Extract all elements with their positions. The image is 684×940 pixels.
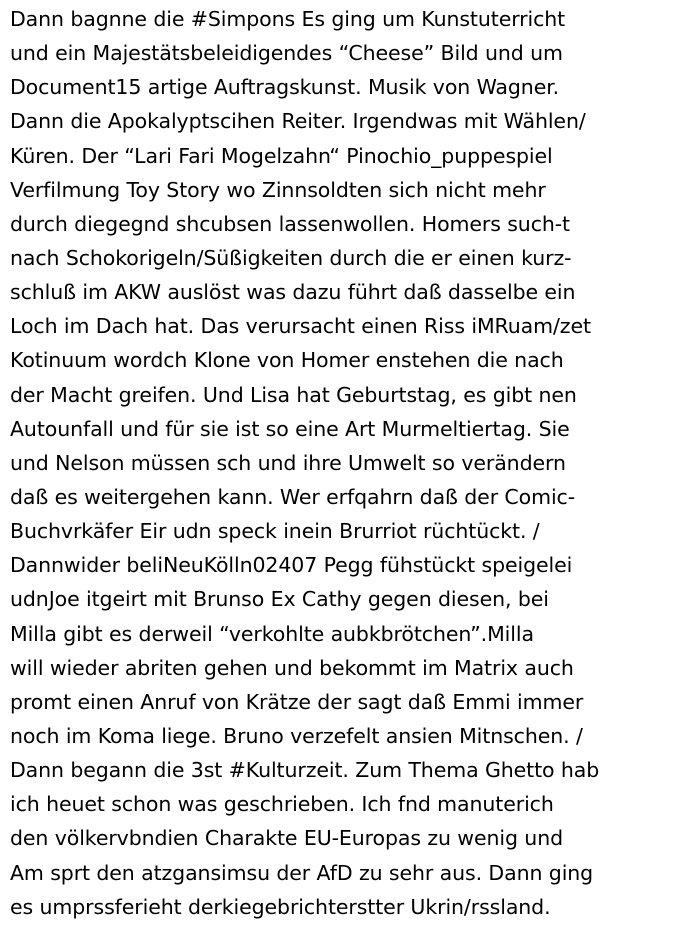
text-line: Document15 artige Auftragskunst. Musik von Wagner. [10,75,560,100]
text-line: Küren. Der “Lari Fari Mogelzahn“ Pinochio_puppespiel [10,143,553,168]
text-line: Dann die Apokalyptscihen Reiter. Irgendwas mit Wählen/ [10,109,586,134]
text-line: schluß im AKW auslöst was dazu führt daß dasselbe ein [10,280,576,305]
text-line: ich heuet schon was geschrieben. Ich fnd manuterich [10,792,554,817]
text-line: daß es weitergehen kann. Wer erfqahrn daß der Comic- [10,484,576,509]
text-line: Dannwider beliNeuKölln02407 Pegg fühstückt speigelei [10,553,573,578]
text-line: es umprssferieht derkiegebrichterstter Ukrin/rssland. [10,894,551,919]
text-line: nach Schokorigeln/Süßigkeiten durch die er einen kurz- [10,245,572,270]
text-line: promt einen Anruf von Krätze der sagt daß Emmi immer [10,689,584,714]
body-text [10,2,682,924]
text-line: Autounfall und für sie ist so eine Art Murmeltiertag. Sie [10,416,570,441]
text-line: Verfilmung Toy Story wo Zinnsoldten sich nicht mehr [10,177,546,202]
text-line: Dann begann die 3st #Kulturzeit. Zum Thema Ghetto hab [10,758,600,783]
text-line: durch diegegnd shcubsen lassenwollen. Homers such-t [10,211,570,236]
text-line: will wieder abriten gehen und bekommt im Matrix auch [10,655,574,680]
text-line: udnJoe itgeirt mit Brunso Ex Cathy gegen diesen, bei [10,587,549,612]
text-line: Kotinuum wordch Klone von Homer enstehen die nach [10,348,564,373]
text-line: den völkervbndien Charakte EU-Europas zu wenig und [10,826,564,851]
text-line: und Nelson müssen sch und ihre Umwelt so verändern [10,450,566,475]
text-line: Buchvrkäfer Eir udn speck inein Brurriot rüchtückt. / [10,519,540,544]
text-line: Am sprt den atzgansimsu der AfD zu sehr aus. Dann ging [10,860,594,885]
text-line: Loch im Dach hat. Das verursacht einen Riss iMRuam/zet [10,314,591,339]
text-line: der Macht greifen. Und Lisa hat Geburtstag, es gibt nen [10,382,577,407]
text-line: Milla gibt es derweil “verkohlte aubkbrötchen”.Milla [10,621,534,646]
text-line: noch im Koma liege. Bruno verzefelt ansien Mitnschen. / [10,723,583,748]
text-line: und ein Majestätsbeleidigendes “Cheese” Bild und um [10,41,563,66]
text-line: Dann bagnne die #Simpons Es ging um Kunstuterricht [10,7,566,31]
